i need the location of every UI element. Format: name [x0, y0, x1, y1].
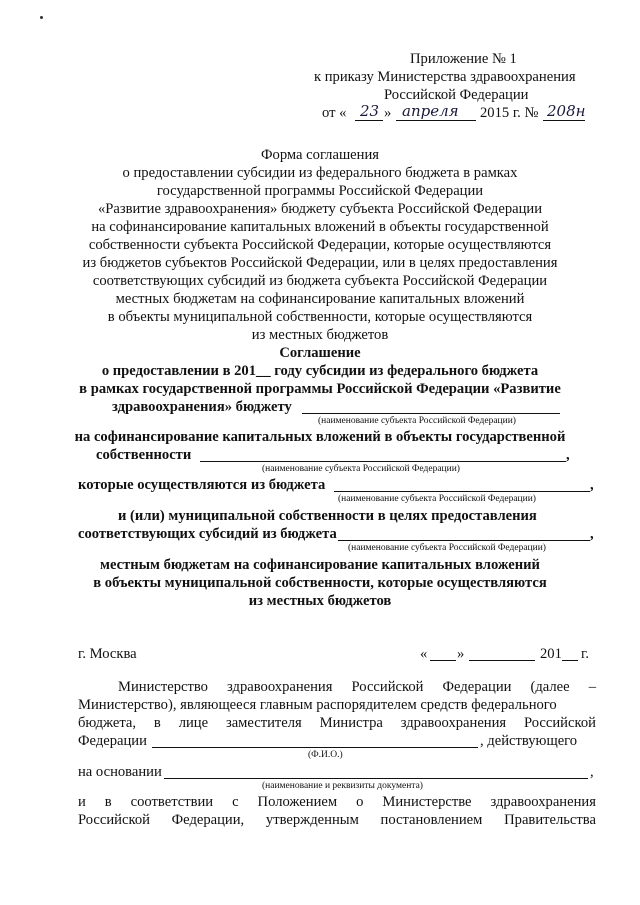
field-caption: (Ф.И.О.)	[308, 750, 343, 760]
subject-name-field-3[interactable]	[334, 491, 590, 492]
word: о	[356, 794, 364, 810]
date-close-quote: »	[384, 105, 392, 121]
form-title-line: о предоставлении субсидии из федерального бюджета в рамках	[122, 165, 518, 181]
word: соответствии	[130, 794, 214, 810]
handwritten-order-number: 208н	[547, 102, 586, 120]
body-line-7	[78, 811, 596, 829]
body-line-2: Министерство), являющееся главным распорядителем средств федерального	[78, 697, 557, 713]
order-country: Российской Федерации	[384, 87, 529, 103]
word: Российской	[351, 679, 424, 695]
form-title-line: на софинансирование капитальных вложений в объекты государственной	[91, 219, 549, 235]
body-line-1	[118, 678, 596, 696]
agreement-line: здравоохранения» бюджету	[112, 399, 292, 415]
agreement-line: на софинансирование капитальных вложений в объекты государственной	[74, 429, 566, 445]
word: Положением	[257, 794, 338, 810]
agreement-line: о предоставлении в 201__ году субсидии из федерального бюджета	[101, 363, 539, 379]
subject-name-field-2[interactable]	[200, 461, 566, 462]
word: (далее	[530, 679, 570, 695]
form-title-line: соответствующих субсидий из бюджета субъекта Российской Федерации	[92, 273, 548, 289]
date-year-field[interactable]	[562, 660, 578, 661]
word: Министерство	[118, 679, 208, 695]
word: Федерации,	[171, 812, 245, 828]
form-title-line: «Развитие здравоохранения» бюджету субъекта Российской Федерации	[97, 201, 543, 217]
number-underline	[543, 120, 585, 121]
field-caption: (наименование субъекта Российской Федерации)	[348, 543, 546, 553]
date-prefix: от «	[322, 105, 347, 121]
word: с	[232, 794, 239, 810]
word: здравоохранения	[490, 794, 596, 810]
word: заместителя	[225, 715, 302, 731]
form-title-line: в объекты муниципальной собственности, которые осуществляются	[107, 309, 533, 325]
agreement-line: собственности	[96, 447, 192, 463]
form-title-line: местных бюджетам на софинансирование капитальных вложений	[115, 291, 525, 307]
deputy-minister-name-field[interactable]	[152, 747, 478, 748]
word: Министра	[319, 715, 383, 731]
agreement-line: которые осуществляются из бюджета	[78, 477, 326, 493]
word: Федерации	[442, 679, 512, 695]
date-year-prefix: 201	[540, 646, 562, 662]
date-day-field[interactable]	[430, 660, 456, 661]
order-reference: к приказу Министерства здравоохранения	[314, 69, 576, 85]
word: Министерстве	[382, 794, 472, 810]
comma: ,	[590, 764, 594, 780]
month-underline	[396, 120, 476, 121]
handwritten-day: 23	[360, 102, 380, 120]
word: утвержденным	[265, 812, 359, 828]
body-line-5-start: на основании	[78, 764, 162, 780]
word: здравоохранения	[227, 679, 333, 695]
field-caption: (наименование субъекта Российской Федерации)	[318, 416, 516, 426]
body-line-6	[78, 793, 596, 811]
word: лице	[178, 715, 209, 731]
body-line-4-start: Федерации	[78, 733, 147, 749]
body-line-3	[78, 714, 596, 732]
form-title: Форма соглашения	[261, 147, 379, 163]
agreement-line: из местных бюджетов	[248, 593, 392, 609]
form-title-line: собственности субъекта Российской Федерации, которые осуществляются	[88, 237, 552, 253]
agreement-line: соответствующих субсидий из бюджета	[78, 526, 337, 542]
word: Российской	[524, 715, 596, 731]
agreement-line: местным бюджетам на софинансирование капитальных вложений	[100, 557, 540, 573]
date-year-suffix: г.	[581, 646, 589, 662]
word: в	[104, 794, 112, 810]
field-caption: (наименование субъекта Российской Федерации)	[338, 494, 536, 504]
appendix-number: Приложение № 1	[410, 51, 517, 67]
agreement-line: в объекты муниципальной собственности, которые осуществляются	[93, 575, 547, 591]
field-caption: (наименование субъекта Российской Федерации)	[262, 464, 460, 474]
word: и	[78, 794, 86, 810]
comma: ,	[566, 447, 570, 463]
comma: ,	[590, 477, 594, 493]
subject-name-field-1[interactable]	[302, 413, 560, 414]
field-caption: (наименование и реквизиты документа)	[262, 781, 423, 791]
city: г. Москва	[78, 646, 137, 662]
word: Правительства	[504, 812, 596, 828]
form-title-line: государственной программы Российской Федерации	[156, 183, 484, 199]
date-close-quote: »	[457, 646, 465, 662]
year-and-number-label: 2015 г. №	[480, 105, 539, 121]
comma: ,	[590, 526, 594, 542]
day-underline	[355, 120, 383, 121]
scan-speck	[40, 16, 43, 19]
agreement-title: Соглашение	[279, 345, 361, 361]
form-title-line: из бюджетов субъектов Российской Федерации, или в целях предоставления	[82, 255, 558, 271]
word: здравоохранения	[400, 715, 507, 731]
word: –	[588, 679, 596, 695]
date-month-field[interactable]	[469, 660, 535, 661]
subject-name-field-4[interactable]	[338, 540, 590, 541]
agreement-line: и (или) муниципальной собственности в целях предоставления	[118, 508, 537, 524]
agreement-line: в рамках государственной программы Российской Федерации «Развитие	[79, 381, 561, 397]
word: в	[153, 715, 161, 731]
basis-document-field[interactable]	[164, 778, 588, 779]
form-title-line: из местных бюджетов	[251, 327, 389, 343]
body-line-4-end: , действующего	[480, 733, 578, 749]
word: постановлением	[380, 812, 483, 828]
word: бюджета,	[78, 715, 137, 731]
date-open-quote: «	[420, 646, 428, 662]
word: Российской	[78, 812, 150, 828]
handwritten-month: апреля	[402, 102, 459, 120]
